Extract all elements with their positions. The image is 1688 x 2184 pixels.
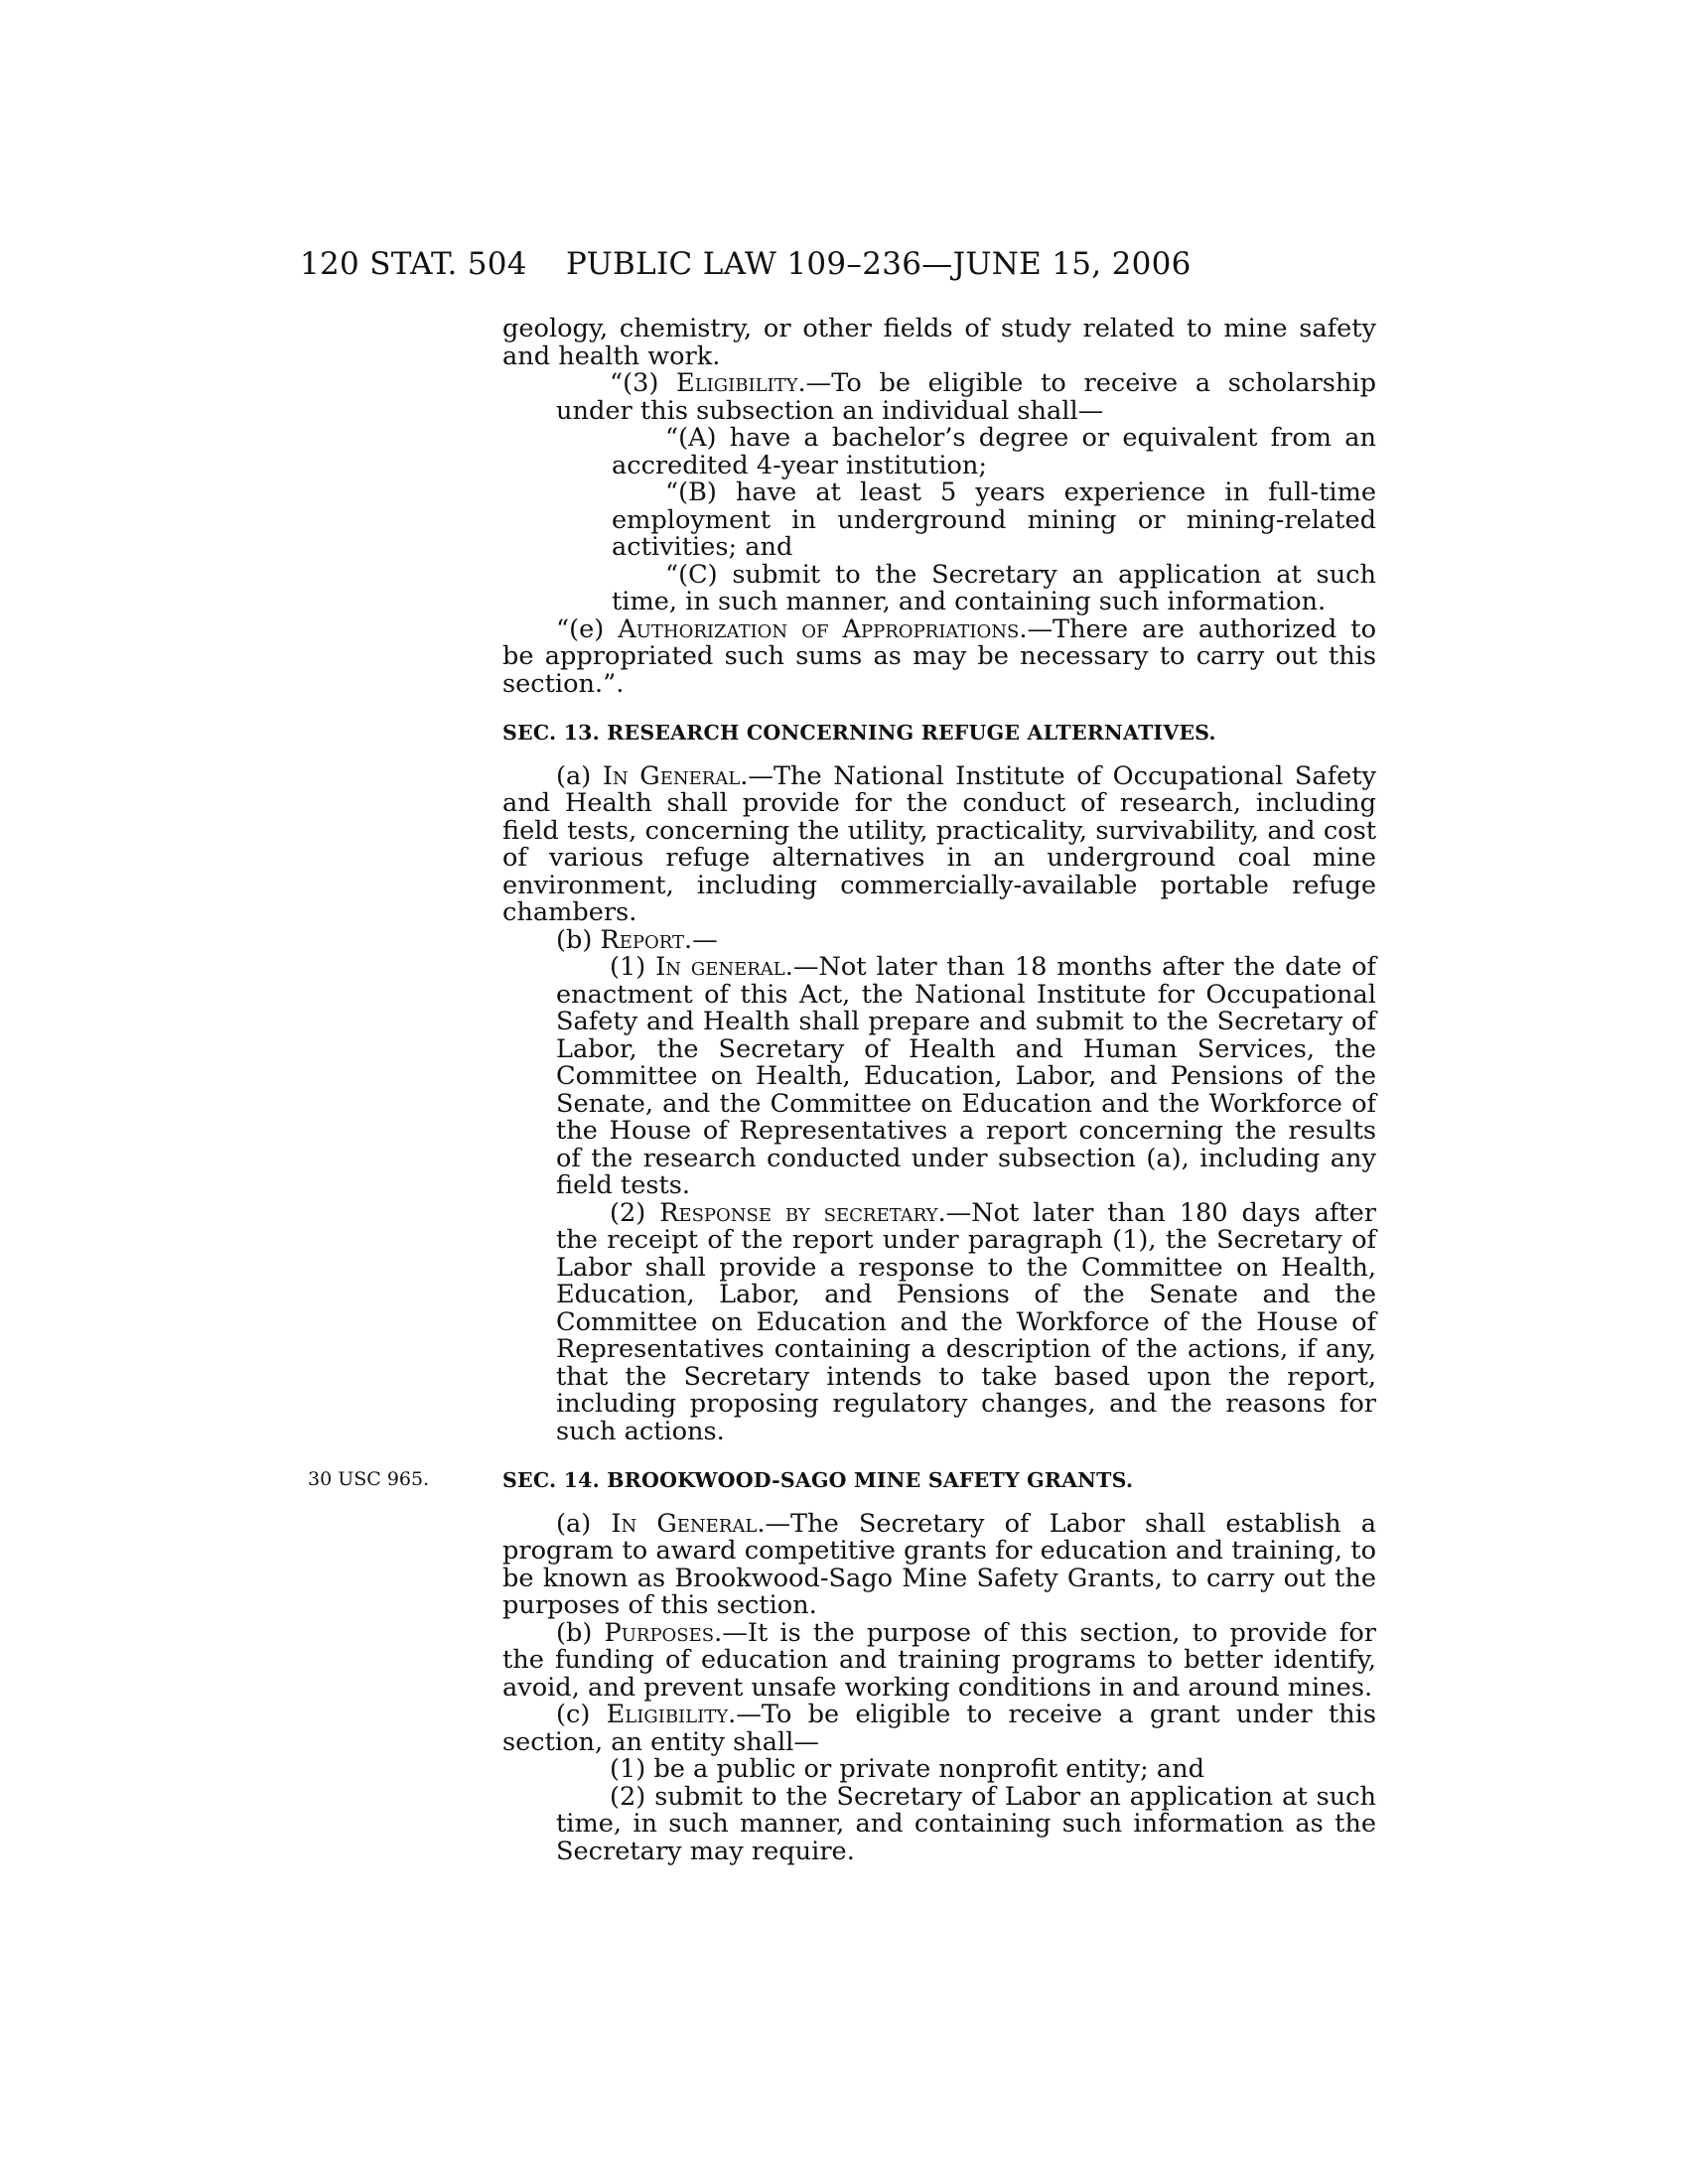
section-14-c-2: (2) submit to the Secretary of Labor an application at such time, in such manner, and containing such information as the Secretary may require. xyxy=(556,1781,1376,1866)
section-14-heading: SEC. 14. BROOKWOOD-SAGO MINE SAFETY GRANTS. xyxy=(502,1468,1134,1492)
section-14-b xyxy=(502,1617,1376,1703)
paragraph-text: .—There are authorized to be appropriated such sums as may be necessary to carry out this section.”. xyxy=(502,614,1376,699)
paragraph-continuation: geology, chemistry, or other fields of study related to mine safety and health work. xyxy=(502,314,1376,371)
paragraph-heading: Eligibility xyxy=(606,1700,729,1729)
running-header-title: PUBLIC LAW 109–236—JUNE 15, 2006 xyxy=(566,246,1192,282)
section-13-heading: SEC. 13. RESEARCH CONCERNING REFUGE ALTERNATIVES. xyxy=(502,721,1216,745)
margin-citation: 30 USC 965. xyxy=(308,1468,430,1490)
paragraph-authorization xyxy=(502,616,1376,699)
subparagraph-b: “(B) have at least 5 years experience in full-time employment in underground mining or mining-related activities; and xyxy=(612,478,1376,562)
paragraph-heading: In General xyxy=(602,760,741,791)
paragraph-heading: Purposes xyxy=(604,1617,715,1648)
section-13-b xyxy=(502,924,1376,955)
paragraph-text: .—The National Institute of Occupational Safety and Health shall provide for the conduct of research, including field tests, concerning the utility, practicality, survivability, and cost of various refuge alternatives in an underground coal mine environment, including commercially-available portable refuge chambers. xyxy=(502,760,1376,927)
paragraph-number: (a) xyxy=(556,760,603,791)
paragraph-eligibility xyxy=(502,370,1376,425)
paragraph-heading: Authorization of Appropriations xyxy=(618,614,1020,644)
section-13-b-2 xyxy=(502,1197,1377,1446)
paragraph-number: “(e) xyxy=(556,614,619,644)
paragraph-text: .— xyxy=(684,924,718,955)
paragraph-text: .—Not later than 180 days after the receipt of the report under paragraph (1), the Secretary of Labor shall provide a response to the Committee on Health, Education, Labor, and Pensions of the Senate and the Committee on Education and the Workforce of the House of Representatives containing a description of the actions, if any, that the Secretary intends to take based upon the report, including proposing regulatory changes, and the reasons for such actions. xyxy=(556,1197,1377,1446)
paragraph-text: .—To be eligible to receive a grant under this section, an entity shall— xyxy=(502,1700,1376,1757)
section-14-c-1: (1) be a public or private nonprofit entity; and xyxy=(610,1754,1205,1784)
paragraph-heading: Response by secretary xyxy=(659,1197,938,1228)
section-14-c xyxy=(502,1702,1376,1756)
page-number: 120 STAT. 504 xyxy=(300,246,527,282)
subparagraph-a: “(A) have a bachelor’s degree or equivalent from an accredited 4-year institution; xyxy=(612,423,1376,480)
paragraph-heading: Eligibility xyxy=(676,368,798,398)
paragraph-text: .—To be eligible to receive a scholarship under this subsection an individual shall— xyxy=(556,368,1376,426)
paragraph-number: (c) xyxy=(556,1700,607,1729)
paragraph-text: .—Not later than 18 months after the date of enactment of this Act, the National Institute for Occupational Safety and Health shall prepare and submit to the Secretary of Labor, the Secretary of Health and Human Services, the Committee on Health, Education, Labor, and Pensions of the Senate, and the Committee on Education and the Workforce of the House of Representatives a report concerning the results of the research conducted under subsection (a), including any field tests. xyxy=(556,952,1376,1200)
body-text xyxy=(502,316,1376,1865)
subparagraph-c: “(C) submit to the Secretary an application at such time, in such manner, and containing such information. xyxy=(612,559,1376,616)
section-13-b-1 xyxy=(502,954,1376,1200)
section-13-a xyxy=(502,760,1376,927)
paragraph-number: (b) xyxy=(556,1617,605,1648)
paragraph-text: .—The Secretary of Labor shall establish a program to award competitive grants for education and training, to be known as Brookwood-Sago Mine Safety Grants, to carry out the purposes of this section. xyxy=(502,1508,1376,1620)
paragraph-number: (2) xyxy=(610,1197,660,1228)
section-14-a xyxy=(502,1508,1376,1620)
paragraph-heading: In General xyxy=(611,1508,758,1539)
paragraph-heading: Report xyxy=(600,924,685,955)
paragraph-heading: In general xyxy=(655,952,785,982)
paragraph-number: (b) xyxy=(556,924,601,955)
paragraph-number: “(3) xyxy=(610,368,677,398)
paragraph-number: (1) xyxy=(610,952,656,982)
paragraph-text: .—It is the purpose of this section, to provide for the funding of education and training programs to better identify, avoid, and prevent unsafe working conditions in and around mines. xyxy=(502,1617,1376,1703)
paragraph-number: (a) xyxy=(556,1508,612,1539)
